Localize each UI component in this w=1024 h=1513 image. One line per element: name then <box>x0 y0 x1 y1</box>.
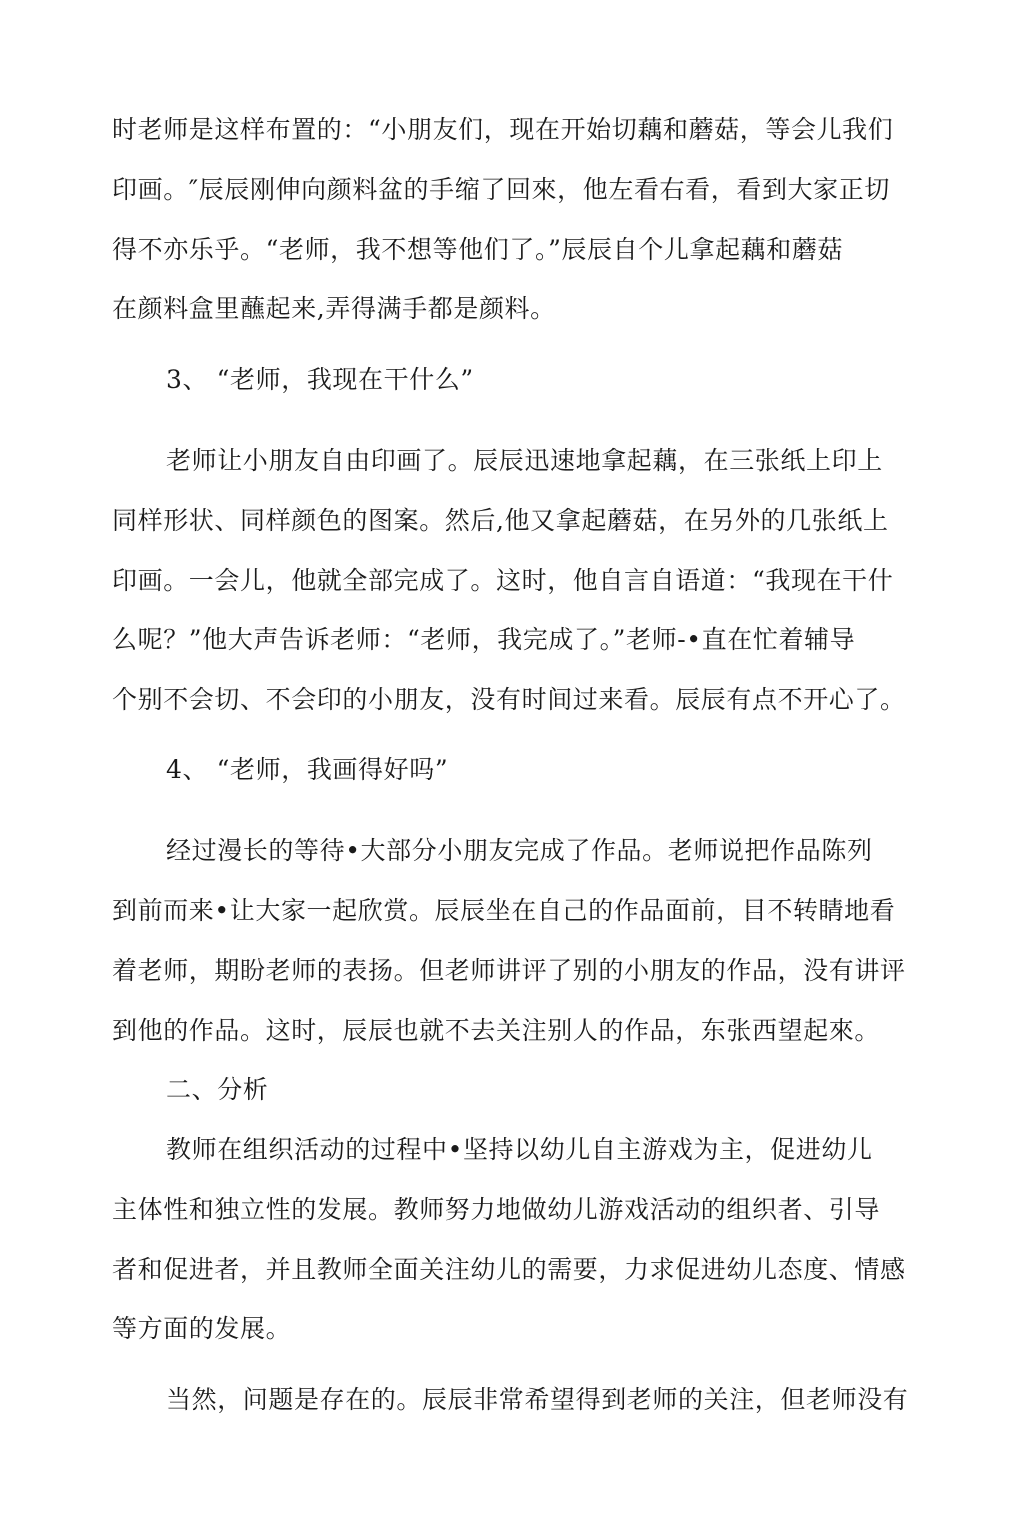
paragraph-line: 同样形状、同样颜色的图案。然后,他又拿起蘑菇，在另外的几张纸上 <box>112 506 889 535</box>
section-heading: 3、 “老师，我现在干什么” <box>166 365 474 394</box>
section-heading: 二、分析 <box>166 1075 269 1104</box>
paragraph-line: 印画。″辰辰刚伸向颜料盆的手缩了回來，他左看右看，看到大家正切 <box>112 175 890 204</box>
paragraph-line: 老师让小朋友自由印画了。辰辰迅速地拿起藕，在三张纸上印上 <box>166 446 883 475</box>
paragraph-line: 时老师是这样布置的：“小朋友们，现在开始切藕和蘑菇，等会儿我们 <box>112 115 894 144</box>
paragraph-line: 等方面的发展。 <box>112 1314 292 1343</box>
paragraph-line: 当然，问题是存在的。辰辰非常希望得到老师的关注，但老师没有 <box>166 1385 909 1414</box>
paragraph-line: 到前而来•让大家一起欣赏。辰辰坐在自己的作品面前，目不转睛地看 <box>112 896 896 925</box>
section-heading: 4、 “老师，我画得好吗” <box>166 755 449 784</box>
paragraph-line: 主体性和独立性的发展。教师努力地做幼儿游戏活动的组织者、引导 <box>112 1195 881 1224</box>
paragraph-line: 印画。一会儿，他就全部完成了。这时，他自言自语道：“我现在干什 <box>112 566 894 595</box>
paragraph-line: 在颜料盒里蘸起来,弄得满手都是颜料。 <box>112 294 556 323</box>
paragraph-line: 经过漫长的等待•大部分小朋友完成了作品。老师说把作品陈列 <box>166 836 873 865</box>
paragraph-line: 教师在组织活动的过程中•坚持以幼儿自主游戏为主，促进幼儿 <box>166 1135 873 1164</box>
paragraph-line: 者和促进者，并且教师全面关注幼儿的需要，力求促进幼儿态度、情感 <box>112 1255 906 1284</box>
paragraph-line: 个别不会切、不会印的小朋友，没有时间过来看。辰辰有点不开心了。 <box>112 685 906 714</box>
paragraph-line: 着老师，期盼老师的表扬。但老师讲评了别的小朋友的作品，没有讲评 <box>112 956 906 985</box>
paragraph-line: 到他的作品。这时，辰辰也就不去关注别人的作品，东张西望起來。 <box>112 1016 881 1045</box>
paragraph-line: 得不亦乐乎。“老师，我不想等他们了。”辰辰自个儿拿起藕和蘑菇 <box>112 235 844 264</box>
paragraph-line: 么呢？”他大声告诉老师：“老师，我完成了。”老师-•直在忙着辅导 <box>112 625 856 654</box>
